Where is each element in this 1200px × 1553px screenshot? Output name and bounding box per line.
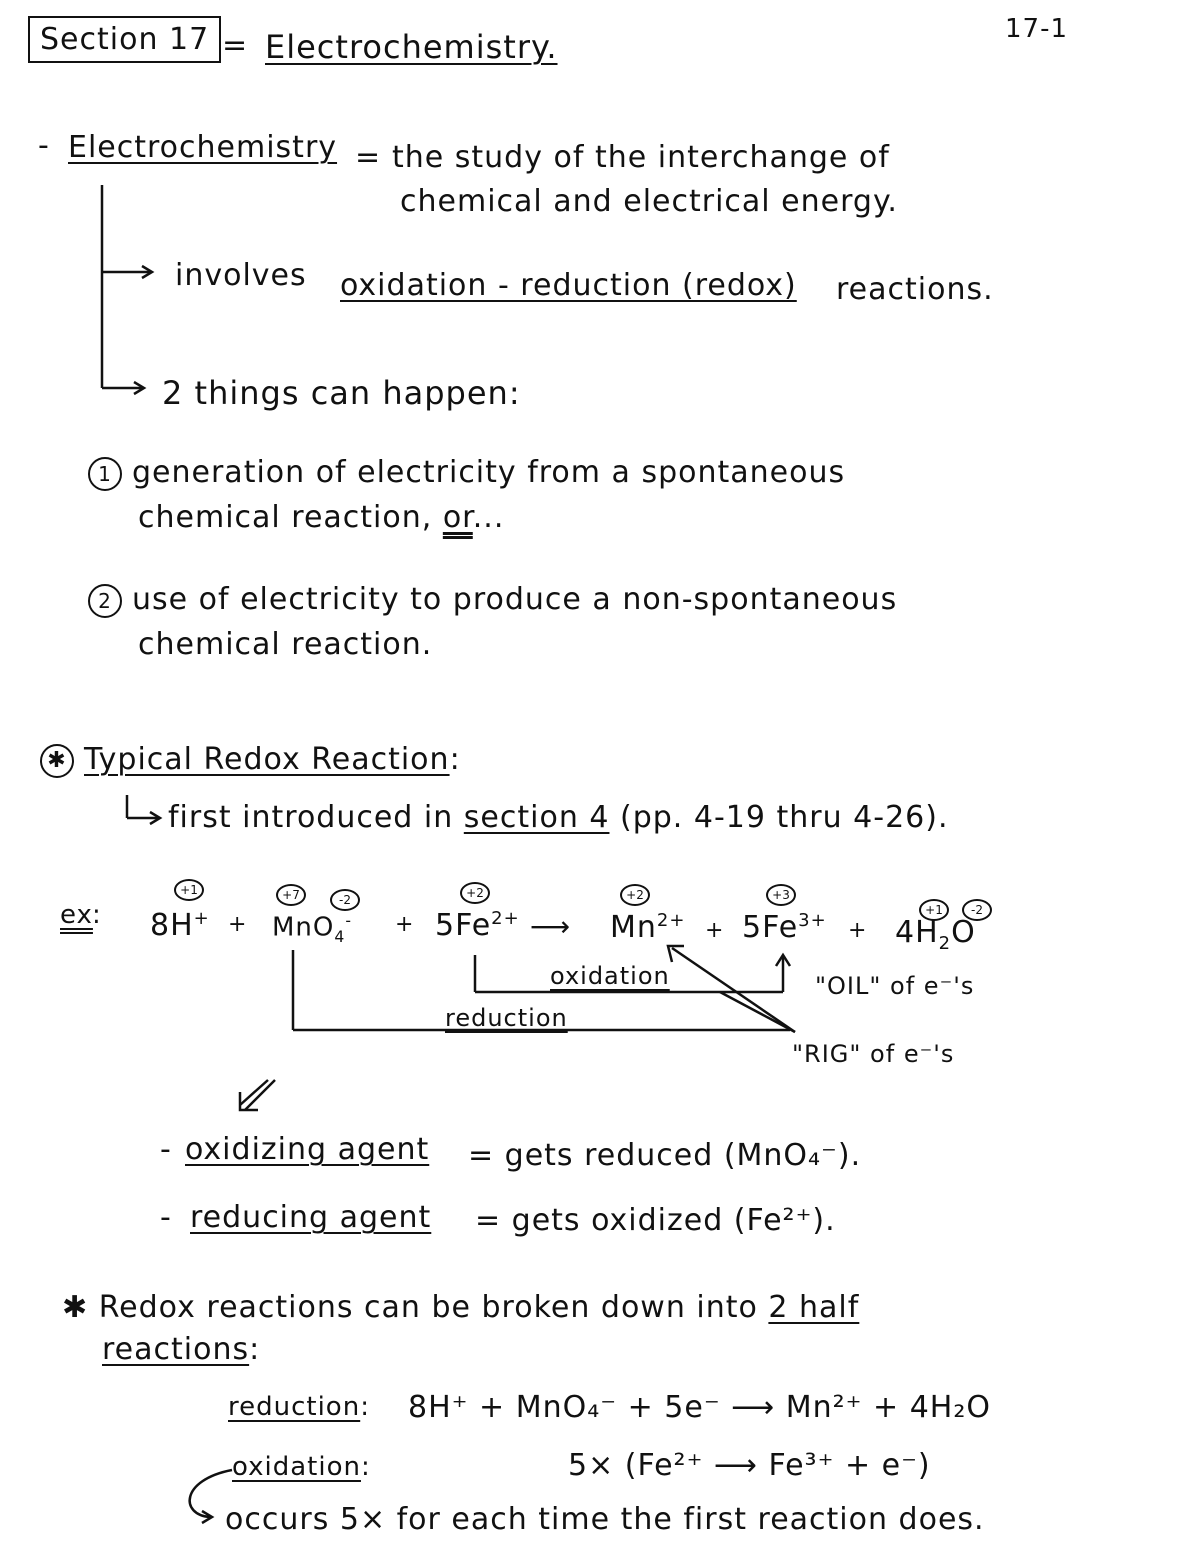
fe2-charge: 2+ bbox=[491, 908, 520, 929]
branch1-prefix: involves bbox=[175, 258, 307, 293]
half-oxidation-label: oxidation bbox=[232, 1452, 361, 1482]
species-fe2 bbox=[435, 908, 520, 943]
branch1-underlined: oxidation - reduction (redox) bbox=[340, 268, 797, 303]
half-star-icon: ✱ bbox=[62, 1290, 89, 1325]
plus-1: + bbox=[228, 912, 248, 937]
def-equals: = bbox=[355, 140, 382, 175]
half-intro-line-1 bbox=[62, 1290, 859, 1325]
plus-4: + bbox=[848, 918, 868, 943]
item2-line-2: chemical reaction. bbox=[138, 627, 433, 662]
example-label: ex bbox=[60, 900, 93, 930]
half-reduction-equation: 8H⁺ + MnO₄⁻ + 5e⁻ ⟶ Mn²⁺ + 4H₂O bbox=[408, 1390, 991, 1425]
half-reduction-label: reduction bbox=[228, 1392, 361, 1422]
species-h bbox=[150, 908, 210, 943]
def-line-1: the study of the interchange of bbox=[392, 140, 890, 175]
mn2-text: Mn bbox=[610, 910, 657, 945]
h-charge: + bbox=[193, 908, 210, 929]
ox-state-o: -2 bbox=[330, 889, 360, 911]
page-number: 17-1 bbox=[1005, 14, 1069, 44]
plus-3: + bbox=[705, 918, 725, 943]
half-intro-reactions: reactions bbox=[102, 1332, 250, 1367]
item1-number: 1 bbox=[88, 457, 122, 491]
reduction-label: reduction bbox=[445, 1004, 568, 1032]
item1-text: generation of electricity from a spontaneous bbox=[132, 455, 846, 490]
item1-line-2 bbox=[138, 500, 504, 535]
section-box: Section 17 bbox=[28, 16, 221, 63]
red-agent-def: = gets oxidized (Fe²⁺). bbox=[475, 1203, 836, 1238]
item1-ellipsis: ... bbox=[472, 500, 505, 535]
mno4-sub: 4 bbox=[334, 927, 346, 946]
red-agent-dash: - bbox=[160, 1200, 172, 1235]
half-intro-line-2 bbox=[102, 1332, 260, 1367]
branch2-text: 2 things can happen: bbox=[162, 374, 521, 412]
typical-colon: : bbox=[449, 742, 461, 777]
item1-line2-text: chemical reaction, bbox=[138, 500, 443, 535]
plus-2: + bbox=[395, 912, 415, 937]
ox-agent-term: oxidizing agent bbox=[185, 1132, 430, 1167]
ox-state-fe3: +3 bbox=[766, 884, 796, 906]
ox-state-mn2: +2 bbox=[620, 884, 650, 906]
species-fe3 bbox=[742, 910, 827, 945]
species-mno4 bbox=[272, 912, 352, 946]
h2o-text: 4H bbox=[895, 915, 939, 950]
ox-state-mn7: +7 bbox=[276, 884, 306, 906]
item2-text: use of electricity to produce a non-spontaneous bbox=[132, 582, 898, 617]
h2o-sub: 2 bbox=[938, 933, 952, 954]
oil-label: "OIL" of e⁻'s bbox=[815, 972, 975, 1000]
reaction-arrow: ⟶ bbox=[530, 910, 572, 943]
species-mn2 bbox=[610, 910, 685, 945]
ox-agent-dash: - bbox=[160, 1132, 172, 1167]
ox-state-h2: +1 bbox=[919, 899, 949, 921]
mno4-text: MnO bbox=[272, 912, 335, 943]
item1-line-1 bbox=[88, 455, 845, 491]
page-title: Electrochemistry. bbox=[265, 28, 558, 66]
typical-heading-row bbox=[40, 742, 461, 778]
half-intro-colon: : bbox=[249, 1332, 261, 1367]
ox-state-fe2: +2 bbox=[460, 882, 490, 904]
half-note: occurs 5× for each time the first reaction does. bbox=[225, 1502, 985, 1537]
half-oxidation-equation: 5× (Fe²⁺ ⟶ Fe³⁺ + e⁻) bbox=[568, 1448, 931, 1483]
rig-label: "RIG" of e⁻'s bbox=[792, 1040, 955, 1068]
def-term: Electrochemistry bbox=[68, 130, 338, 165]
half-intro-text: Redox reactions can be broken down into bbox=[98, 1290, 758, 1325]
intro-section-ref: section 4 bbox=[463, 800, 610, 835]
intro-suffix: (pp. 4-19 thru 4-26). bbox=[620, 800, 949, 835]
star-circle-icon: ✱ bbox=[40, 744, 74, 778]
def-dash: - bbox=[38, 128, 50, 163]
h2o-o: O bbox=[951, 915, 976, 950]
fe2-text: 5Fe bbox=[435, 908, 492, 943]
fe3-text: 5Fe bbox=[742, 910, 799, 945]
half-intro-underlined: 2 half bbox=[768, 1290, 860, 1325]
ox-state-o2: -2 bbox=[962, 899, 992, 921]
example-colon: : bbox=[92, 900, 102, 930]
half-reduction-row bbox=[228, 1392, 370, 1422]
typical-heading: Typical Redox Reaction bbox=[84, 742, 450, 777]
item2-line-1 bbox=[88, 582, 897, 618]
half-oxidation-row bbox=[232, 1452, 371, 1482]
def-line-2: chemical and electrical energy. bbox=[400, 184, 898, 219]
half-reduction-colon: : bbox=[360, 1392, 370, 1422]
ox-state-h: +1 bbox=[174, 879, 204, 901]
branch1-suffix: reactions. bbox=[836, 272, 994, 307]
half-oxidation-colon: : bbox=[360, 1452, 371, 1482]
item2-number: 2 bbox=[88, 584, 122, 618]
ox-agent-def: = gets reduced (MnO₄⁻). bbox=[468, 1138, 862, 1173]
species-h2o bbox=[895, 915, 976, 954]
intro-prefix: first introduced in bbox=[168, 800, 454, 835]
oxidation-label: oxidation bbox=[550, 962, 670, 990]
item1-or: or bbox=[442, 500, 473, 535]
intro-line bbox=[168, 800, 949, 835]
red-agent-term: reducing agent bbox=[190, 1200, 432, 1235]
fe3-charge: 3+ bbox=[798, 910, 827, 931]
header-equals: = bbox=[222, 28, 249, 63]
mno4-charge: - bbox=[345, 912, 352, 930]
h-text: 8H bbox=[150, 908, 194, 943]
mn2-charge: 2+ bbox=[656, 910, 686, 931]
